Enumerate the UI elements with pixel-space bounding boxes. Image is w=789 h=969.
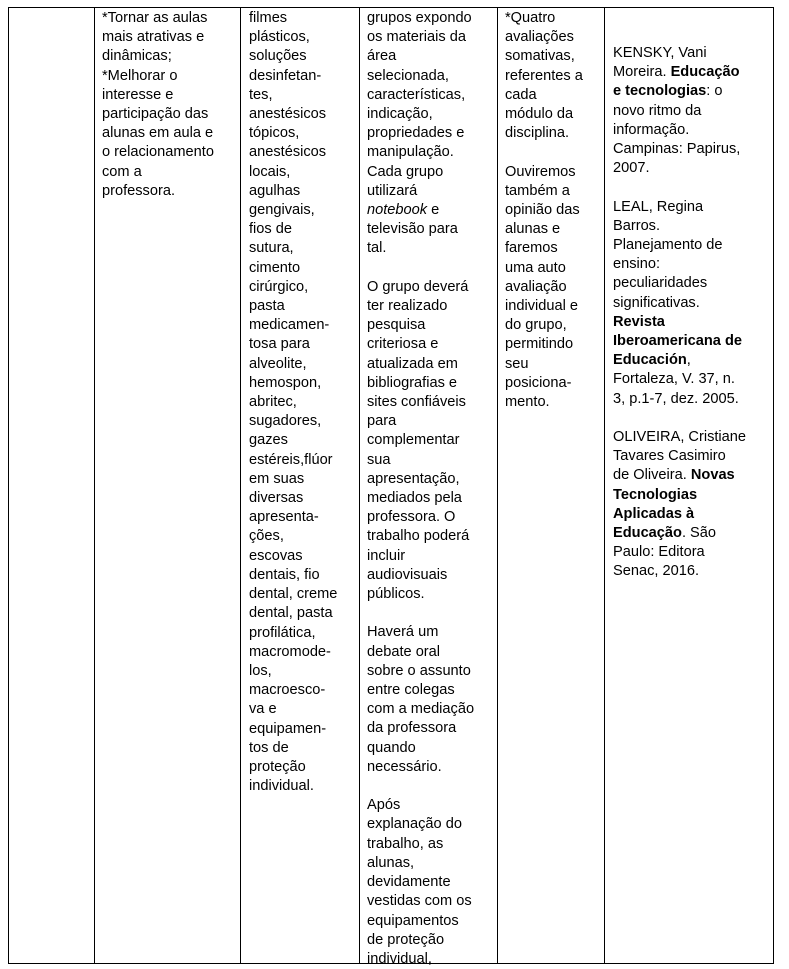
methodology-paragraph-4: Após explanação do trabalho, as alunas, devidamente vestidas com os equipamentos de proteção individual, xyxy=(367,797,472,967)
reference-kensky-details: : o novo ritmo da informação. Campinas: Papirus, 2007. xyxy=(613,83,741,177)
table-top-border xyxy=(8,7,774,8)
methodology-paragraph-3: Haverá um debate oral sobre o assunto entre colegas com a mediação da professora quando necessário. xyxy=(367,624,475,775)
reference-kensky xyxy=(613,44,771,178)
methodology-text-1-rest: e televisão para tal. xyxy=(367,202,458,257)
reference-leal-details: , Fortaleza, V. 37, n. 3, p.1-7, dez. 2005. xyxy=(613,352,739,407)
materials-text: filmes plásticos, soluções desinfetan- tes, anestésicos tópicos, anestésicos locais, agulhas gengivais, fios de sutura, cimento cirúrgico, pasta medicamen- tosa para alveolite, hemospon, abritec, sugadores, gazes estéreis,flúor em suas diversas apresenta- ções, escovas dentais, fio dental, creme dental, pasta profilática, macromode- los, macroesco- va e equipamen- tos de proteção individual. xyxy=(249,10,338,795)
reference-oliveira xyxy=(613,428,771,582)
notebook-italic-text: notebook xyxy=(367,202,428,219)
methodology-cell xyxy=(367,9,495,969)
reference-oliveira-details: . São Paulo: Editora Senac, 2016. xyxy=(613,525,717,580)
column-border-2 xyxy=(240,7,241,964)
empty-cell xyxy=(9,8,93,963)
evaluation-paragraph-1: *Quatro avaliações somativas, referentes a cada módulo da disciplina. xyxy=(505,10,583,142)
references-cell xyxy=(613,44,771,582)
reference-leal xyxy=(613,198,771,409)
evaluation-paragraph-2: Ouviremos também a opinião das alunas e faremos uma auto avaliação individual e do grupo, permitindo seu posiciona- mento. xyxy=(505,163,580,411)
methodology-paragraph-1 xyxy=(367,9,495,259)
evaluation-cell xyxy=(505,9,602,412)
objectives-cell xyxy=(102,9,238,201)
reference-leal-journal: Revista Iberoamericana de Educación xyxy=(613,313,742,369)
materials-cell xyxy=(249,9,357,796)
reference-leal-authors: LEAL, Regina Barros. Planejamento de ensino: peculiaridades significativas. xyxy=(613,198,723,311)
objectives-text: *Tornar as aulas mais atrativas e dinâmicas; *Melhorar o interesse e participação das alunas em aula e o relacionamento com a professora. xyxy=(102,10,214,199)
reference-oliveira-title: Novas Tecnologias Aplicadas à Educação xyxy=(613,467,735,542)
column-border-3 xyxy=(359,7,360,964)
reference-kensky-title: Educação e tecnologias xyxy=(613,64,740,100)
column-border-5 xyxy=(604,7,605,964)
methodology-text-1: grupos expondo os materiais da área selecionada, características, indicação, propriedades e manipulação. Cada grupo utilizará xyxy=(367,10,472,199)
methodology-paragraph-2: O grupo deverá ter realizado pesquisa criteriosa e atualizada em bibliografias e sites confiáveis para complementar sua apresentação, mediados pela professora. O trabalho poderá incluir audiovisuais públicos. xyxy=(367,278,470,603)
column-border-4 xyxy=(497,7,498,964)
column-border-1 xyxy=(94,7,95,964)
reference-oliveira-authors: OLIVEIRA, Cristiane Tavares Casimiro de Oliveira. xyxy=(613,429,747,484)
column-border-6 xyxy=(773,7,774,964)
reference-kensky-authors: KENSKY, Vani Moreira. xyxy=(613,45,707,81)
